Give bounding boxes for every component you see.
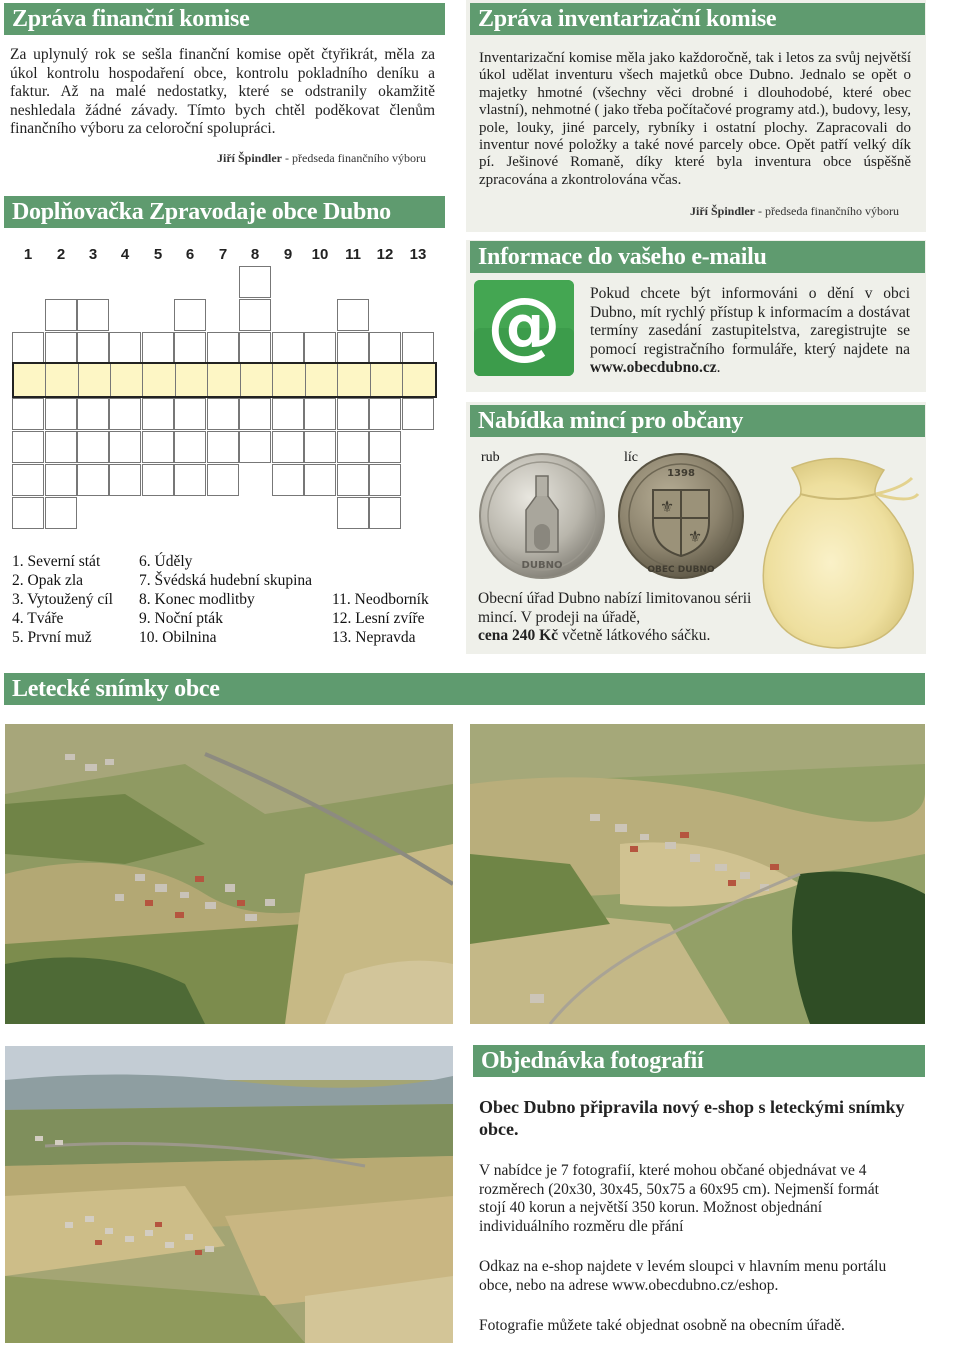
crossword-cell[interactable] bbox=[12, 398, 44, 430]
inventory-sig-role: - předseda finančního výboru bbox=[755, 204, 899, 218]
crossword-cell[interactable] bbox=[369, 431, 401, 463]
crossword-cell[interactable] bbox=[77, 299, 109, 331]
crossword-cell[interactable] bbox=[239, 299, 271, 331]
crossword-solution-cell[interactable] bbox=[176, 364, 208, 396]
clue-item: 2. Opak zla bbox=[12, 572, 84, 589]
aerial-photo-bottom bbox=[5, 1046, 453, 1343]
aerial-photo-right bbox=[470, 724, 925, 1024]
aerial-photo-left bbox=[5, 724, 453, 1024]
coin-rub-text: DUBNO bbox=[521, 560, 563, 571]
crossword-cell[interactable] bbox=[174, 431, 206, 463]
svg-text:⚜: ⚜ bbox=[687, 527, 703, 546]
crossword-cell[interactable] bbox=[337, 332, 369, 364]
crossword-column-number: 13 bbox=[409, 246, 427, 263]
crossword-cell[interactable] bbox=[272, 431, 304, 463]
crossword-cell[interactable] bbox=[109, 464, 141, 496]
crossword-column-number: 11 bbox=[345, 246, 361, 263]
crossword-cell[interactable] bbox=[45, 299, 77, 331]
clue-item: 11. Neodborník bbox=[332, 591, 429, 608]
crossword-cell[interactable] bbox=[45, 497, 77, 529]
aerial-title: Letecké snímky obce bbox=[4, 673, 925, 705]
crossword-cell[interactable] bbox=[77, 398, 109, 430]
crossword-cell[interactable] bbox=[12, 332, 44, 364]
coins-title: Nabídka mincí pro občany bbox=[470, 405, 925, 437]
crossword-cell[interactable] bbox=[142, 398, 174, 430]
crossword-cell[interactable] bbox=[369, 398, 401, 430]
coin-lic-text: OBEC DUBNO bbox=[647, 565, 715, 575]
crossword-column-number: 1 bbox=[23, 246, 33, 263]
crossword-cell[interactable] bbox=[272, 332, 304, 364]
coin-rub-image bbox=[478, 452, 606, 580]
coin-lic-image bbox=[617, 452, 745, 580]
at-sign-icon bbox=[474, 280, 574, 376]
crossword-cell[interactable] bbox=[337, 299, 369, 331]
email-link[interactable]: www.obecdubno.cz bbox=[590, 359, 717, 377]
finance-body: Za uplynulý rok se sešla finanční komise opět čtyřikrát, měla za úkol kontrolu hospodaření obce, kontrolu pokladního deníku a faktur. Až na malé nedostatky, které se odstranily okamžitě neshledala žádné závady. Tímto bych chtěl poděkovat členům finančního výboru za celoroční spolupráci. bbox=[10, 46, 435, 138]
crossword-cell[interactable] bbox=[207, 464, 239, 496]
crossword-cell[interactable] bbox=[174, 299, 206, 331]
crossword-solution-cell[interactable] bbox=[306, 364, 338, 396]
crossword-cell[interactable] bbox=[77, 464, 109, 496]
photos-lead: Obec Dubno připravila nový e-shop s leteckými snímky obce. bbox=[479, 1097, 905, 1139]
photos-paragraph-2: Odkaz na e-shop najdete v levém sloupci v hlavním menu portálu obce, nebo na adrese www.obecdubno.cz/eshop. bbox=[479, 1258, 887, 1294]
crossword-solution-cell[interactable] bbox=[209, 364, 241, 396]
coins-price: cena 240 Kč bbox=[478, 627, 559, 645]
clue-item: 10. Obilnina bbox=[139, 629, 217, 646]
crossword-cell[interactable] bbox=[142, 431, 174, 463]
crossword-cell[interactable] bbox=[337, 398, 369, 430]
svg-text:@: @ bbox=[487, 282, 561, 368]
crossword-cell[interactable] bbox=[337, 464, 369, 496]
crossword-cell[interactable] bbox=[207, 431, 239, 463]
finance-sig-role: - předseda finančního výboru bbox=[282, 151, 426, 165]
crossword-cell[interactable] bbox=[369, 332, 401, 364]
email-body-text: Pokud chcete být informováni o dění v obci Dubno, mít rychlý přístup k informacím a dostávat termíny zasedání zastupitelstva, zaregistrujte se pomocí registračního formuláře, který najdete na bbox=[590, 285, 910, 358]
crossword-cell[interactable] bbox=[45, 332, 77, 364]
crossword-cell[interactable] bbox=[207, 332, 239, 364]
crossword-column-number: 4 bbox=[120, 246, 130, 263]
crossword-solution-cell[interactable] bbox=[371, 364, 403, 396]
crossword-cell[interactable] bbox=[109, 332, 141, 364]
coins-body bbox=[478, 590, 753, 646]
crossword-cell[interactable] bbox=[337, 431, 369, 463]
coins-body-text: Obecní úřad Dubno nabízí limitovanou sérii mincí. V prodeji na úřadě, bbox=[478, 590, 752, 626]
svg-text:⚜: ⚜ bbox=[659, 497, 675, 516]
coin-year: 1398 bbox=[667, 468, 695, 479]
crossword-cell[interactable] bbox=[77, 431, 109, 463]
finance-title: Zpráva finanční komise bbox=[4, 3, 445, 35]
inventory-sig-name: Jiří Špindler bbox=[690, 204, 756, 218]
crossword-cell[interactable] bbox=[174, 398, 206, 430]
crossword-column-number: 6 bbox=[185, 246, 195, 263]
photos-paragraph-3: Fotografie můžete také objednat osobně na obecním úřadě. bbox=[479, 1317, 845, 1334]
crossword-solution-cell[interactable] bbox=[339, 364, 371, 396]
crossword-column-number: 9 bbox=[283, 246, 293, 263]
crossword-cell[interactable] bbox=[12, 431, 44, 463]
inventory-body: Inventarizační komise měla jako každoročně, tak i letos za svůj největší úkol udělat inventuru všech majetků obce Dubno. Jednalo se opět o majetky hmotné (všechny věci drobné i dlouhodobé, které obec vlastní), nehmotné ( jako třeba počítačové programy atd.), budovy, lesy, pole, louky, jiné parcely, rybníky i ostatní plochy. Zapracovali do inventur nové položky a také nové parcely obce. Opět patří velký dík pí. Ješinové Romaně, díky které byla inventura obce úspěšně zpracována a zkontrolována včas. bbox=[479, 50, 911, 188]
clue-item: 6. Úděly bbox=[139, 553, 193, 570]
clue-item: 3. Vytoužený cíl bbox=[12, 591, 113, 608]
clue-item: 8. Konec modlitby bbox=[139, 591, 255, 608]
clue-item: 13. Nepravda bbox=[332, 629, 416, 646]
crossword-solution-cell[interactable] bbox=[47, 364, 79, 396]
clue-item: 1. Severní stát bbox=[12, 553, 101, 570]
crossword-cell[interactable] bbox=[45, 431, 77, 463]
coin-pouch-image bbox=[752, 448, 924, 652]
crossword-title: Doplňovačka Zpravodaje obce Dubno bbox=[4, 196, 445, 228]
crossword-column-number: 12 bbox=[376, 246, 394, 263]
crossword-solution-cell[interactable] bbox=[79, 364, 111, 396]
photos-title: Objednávka fotografií bbox=[473, 1045, 925, 1077]
finance-signature bbox=[217, 151, 426, 166]
clue-item: 9. Noční pták bbox=[139, 610, 223, 627]
email-link-suffix: . bbox=[716, 359, 721, 377]
clue-item: 4. Tváře bbox=[12, 610, 64, 627]
coin-rub-label: rub bbox=[481, 450, 500, 465]
crossword-cell[interactable] bbox=[174, 332, 206, 364]
crossword-cell[interactable] bbox=[12, 464, 44, 496]
crossword-cell[interactable] bbox=[402, 332, 434, 364]
crossword-cell[interactable] bbox=[239, 398, 271, 430]
clue-item: 5. První muž bbox=[12, 629, 92, 646]
crossword-cell[interactable] bbox=[304, 332, 336, 364]
crossword-column-number: 10 bbox=[311, 246, 329, 263]
crossword-column-number: 5 bbox=[153, 246, 163, 263]
crossword-cell[interactable] bbox=[369, 497, 401, 529]
crossword-cell[interactable] bbox=[45, 398, 77, 430]
crossword-cell[interactable] bbox=[304, 431, 336, 463]
crossword-cell[interactable] bbox=[174, 464, 206, 496]
crossword-cell[interactable] bbox=[142, 332, 174, 364]
crossword-cell[interactable] bbox=[109, 398, 141, 430]
crossword-solution-cell[interactable] bbox=[274, 364, 306, 396]
finance-sig-name: Jiří Špindler bbox=[217, 151, 283, 165]
clue-item: 12. Lesní zvíře bbox=[332, 610, 425, 627]
crossword-cell[interactable] bbox=[12, 497, 44, 529]
crossword-solution-cell[interactable] bbox=[241, 364, 273, 396]
crossword-cell[interactable] bbox=[77, 332, 109, 364]
crossword-cell[interactable] bbox=[239, 266, 271, 298]
crossword-solution-cell[interactable] bbox=[14, 364, 46, 396]
crossword-solution-row bbox=[12, 362, 437, 398]
crossword-cell[interactable] bbox=[369, 464, 401, 496]
crossword-solution-cell[interactable] bbox=[144, 364, 176, 396]
email-title: Informace do vašeho e-mailu bbox=[470, 241, 925, 273]
inventory-signature bbox=[690, 204, 899, 219]
coin-lic-label: líc bbox=[624, 450, 638, 465]
crossword-solution-cell[interactable] bbox=[111, 364, 143, 396]
crossword-cell[interactable] bbox=[142, 464, 174, 496]
crossword-cell[interactable] bbox=[239, 431, 271, 463]
crossword-column-number: 2 bbox=[56, 246, 66, 263]
crossword-column-number: 7 bbox=[218, 246, 228, 263]
crossword-cell[interactable] bbox=[402, 398, 434, 430]
photos-paragraph-1: V nabídce je 7 fotografií, které mohou občané objednávat ve 4 rozměrech (20x30, 30x45, 50x75 a 60x95 cm). Nejmenší formát stojí 40 korun a největší 350 korun. Možnost objednání individuálního rozměru dle přání bbox=[479, 1162, 879, 1235]
coins-price-rest: včetně látkového sáčku. bbox=[558, 627, 711, 645]
crossword-cell[interactable] bbox=[45, 464, 77, 496]
crossword-cell[interactable] bbox=[304, 398, 336, 430]
crossword-cell[interactable] bbox=[304, 464, 336, 496]
crossword-column-number: 8 bbox=[250, 246, 260, 263]
crossword-cell[interactable] bbox=[239, 332, 271, 364]
crossword-cell[interactable] bbox=[272, 398, 304, 430]
crossword-cell[interactable] bbox=[207, 398, 239, 430]
crossword-column-number: 3 bbox=[88, 246, 98, 263]
crossword-solution-cell[interactable] bbox=[404, 364, 436, 396]
clue-item: 7. Švédská hudební skupina bbox=[139, 572, 313, 589]
crossword-cell[interactable] bbox=[337, 497, 369, 529]
inventory-title: Zpráva inventarizační komise bbox=[470, 3, 925, 35]
crossword-cell[interactable] bbox=[109, 431, 141, 463]
crossword-cell[interactable] bbox=[272, 464, 304, 496]
email-body bbox=[590, 285, 910, 378]
